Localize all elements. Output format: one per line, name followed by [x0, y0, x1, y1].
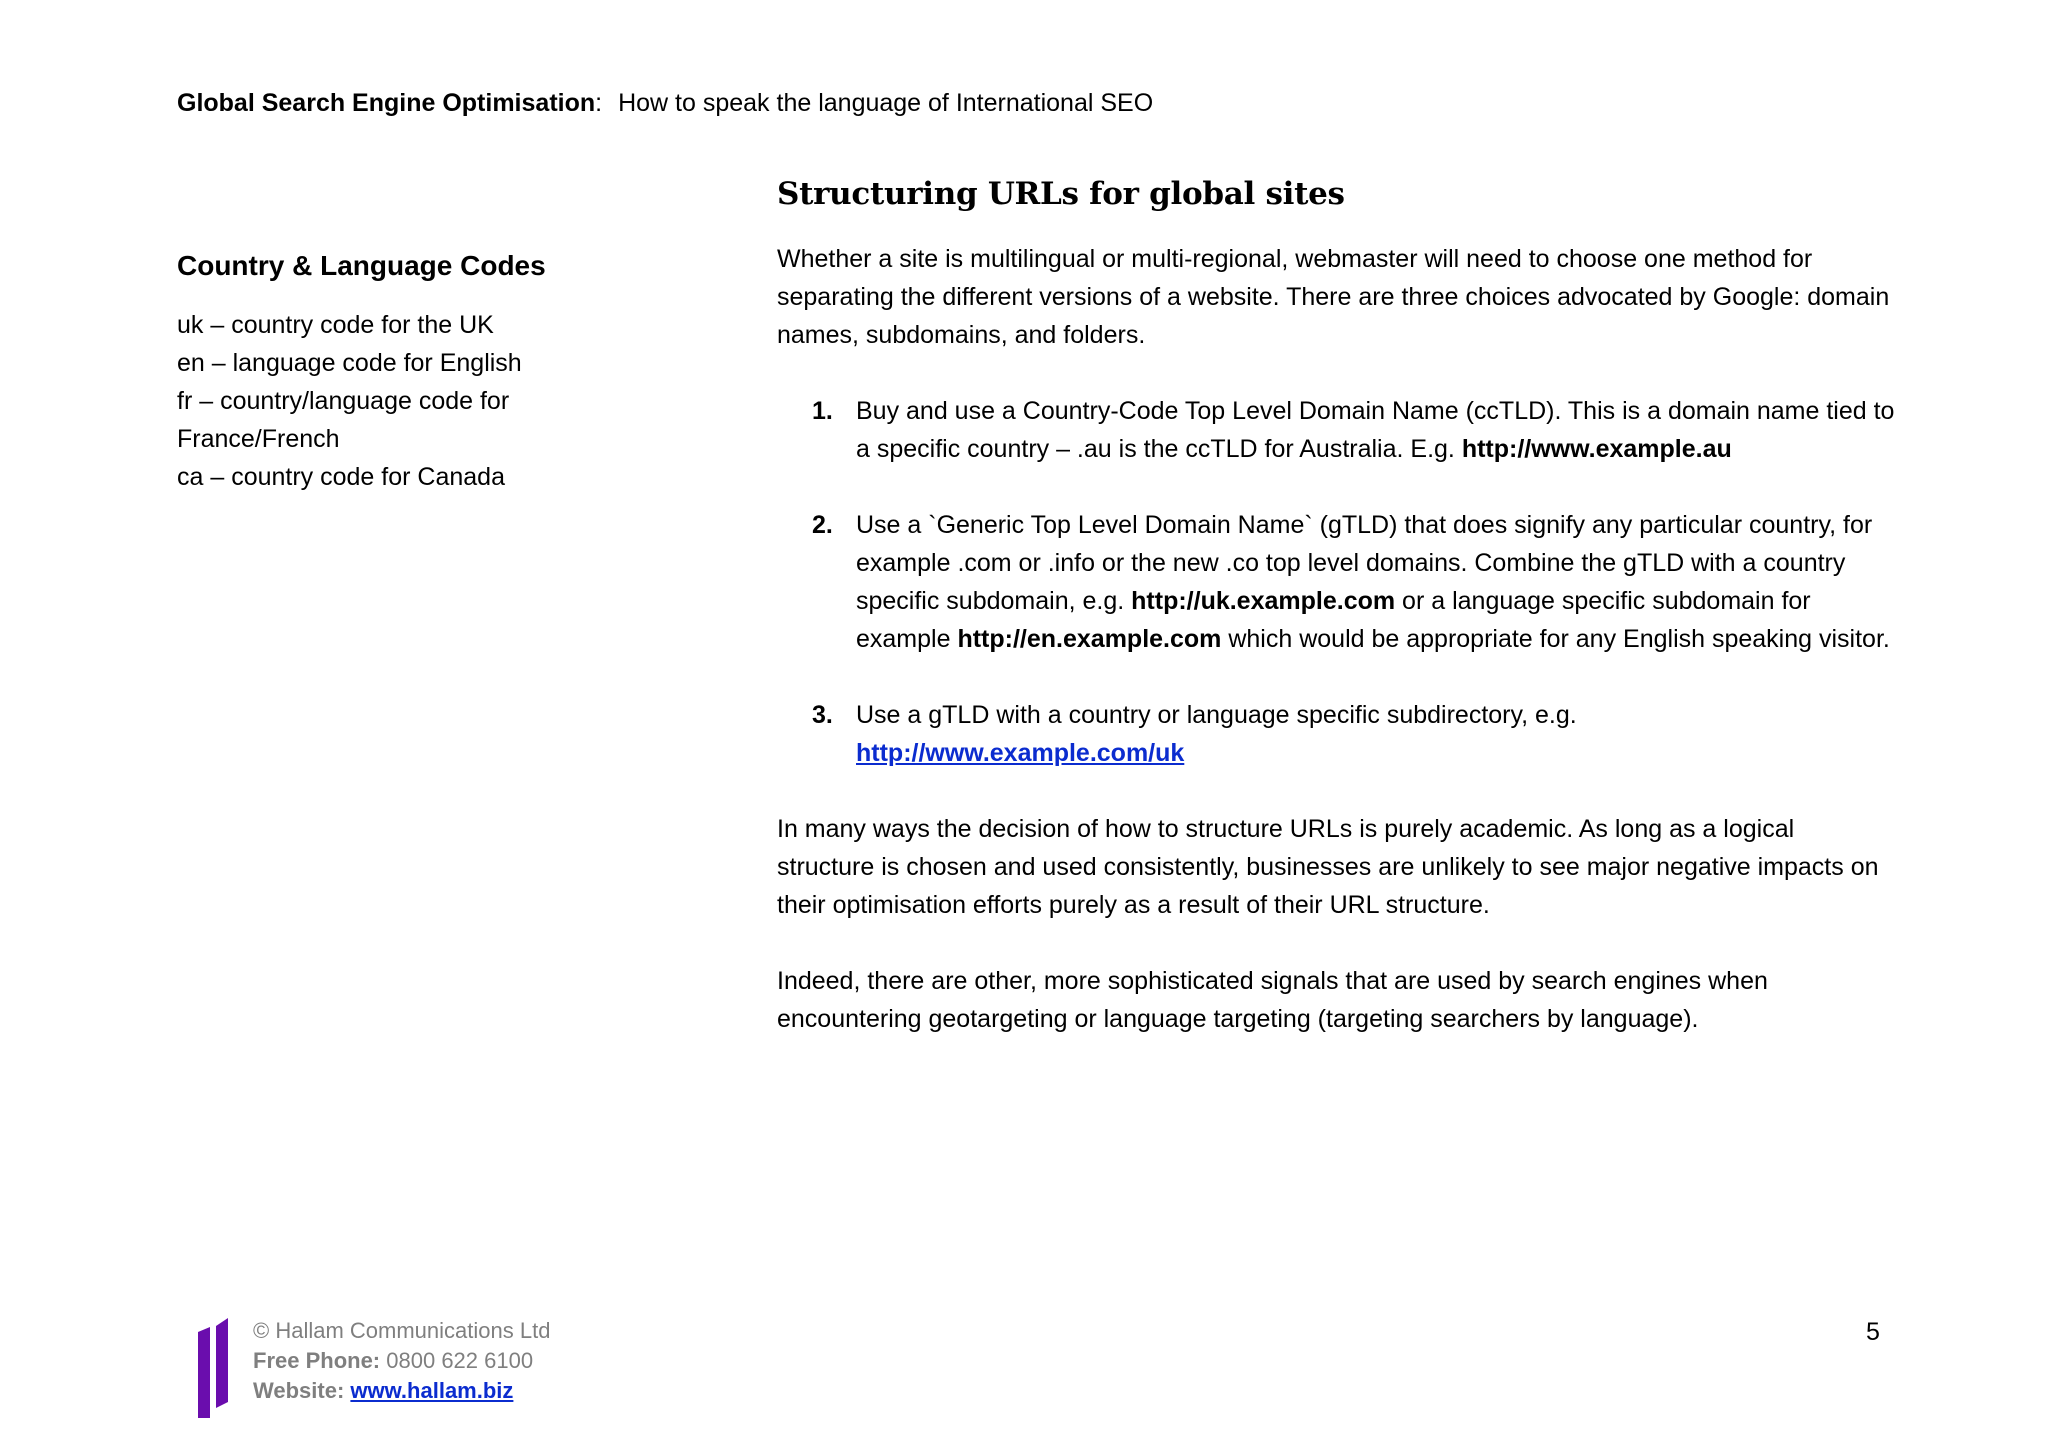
- header-separator: :: [595, 89, 603, 117]
- phone-label: Free Phone:: [253, 1348, 381, 1373]
- phone-number: 0800 622 6100: [386, 1348, 534, 1373]
- website-link[interactable]: www.hallam.biz: [350, 1378, 514, 1403]
- document-subtitle: How to speak the language of International SEO: [618, 89, 1154, 117]
- list-item: [777, 392, 1897, 468]
- list-text: Use a `Generic Top Level Domain Name` (gTLD) that does signify any particular country, for example .com or .info or the new .co top level domains. Combine the gTLD with a country specific subdomain, e.g.: [856, 511, 1873, 615]
- list-text: Use a gTLD with a country or language specific subdirectory, e.g.: [856, 701, 1577, 729]
- intro-paragraph: Whether a site is multilingual or multi-regional, webmaster will need to choose one method for separating the different versions of a website. There are three choices advocated by Google: domain names, subdomains, and folders.: [777, 245, 1890, 349]
- example-url: http://uk.example.com: [1131, 587, 1396, 615]
- website-label: Website:: [253, 1378, 345, 1403]
- main-content: [777, 174, 1897, 1076]
- sidebar-line: fr – country/language code for: [177, 387, 510, 415]
- sidebar-line: ca – country code for Canada: [177, 463, 505, 491]
- example-url: http://en.example.com: [957, 625, 1222, 653]
- hallam-logo-icon: [196, 1318, 232, 1418]
- document-title: Global Search Engine Optimisation: [177, 89, 596, 117]
- footer-copyright: © Hallam Communications Ltd: [253, 1318, 551, 1343]
- url-options-list: [777, 392, 1897, 772]
- section-title: Structuring URLs for global sites: [777, 176, 1345, 212]
- page-number: 5: [1866, 1318, 1880, 1346]
- footer-contact: [253, 1316, 550, 1406]
- list-item: [777, 506, 1897, 658]
- list-text: or a language specific subdomain for example: [856, 587, 1811, 653]
- list-text: Buy and use a Country-Code Top Level Domain Name (ccTLD). This is a domain name tied to a specific country – .au is the ccTLD for Australia. E.g.: [856, 397, 1895, 463]
- list-text: which would be appropriate for any English speaking visitor.: [1221, 625, 1890, 653]
- body-paragraph: Indeed, there are other, more sophisticated signals that are used by search engines when encountering geotargeting or language targeting (targeting searchers by language).: [777, 967, 1768, 1033]
- list-number: 2.: [812, 511, 833, 539]
- list-number: 3.: [812, 701, 833, 729]
- example-url: http://www.example.au: [1461, 435, 1732, 463]
- sidebar-codes: [177, 248, 597, 496]
- sidebar-line: France/French: [177, 425, 340, 453]
- body-paragraph: In many ways the decision of how to structure URLs is purely academic. As long as a logical structure is chosen and used consistently, businesses are unlikely to see major negative impacts on their optimisation efforts purely as a result of their URL structure.: [777, 815, 1879, 919]
- list-item: [777, 696, 1897, 772]
- footer-phone: [253, 1346, 550, 1376]
- page-header: [177, 87, 1153, 119]
- sidebar-title: Country & Language Codes: [177, 250, 546, 281]
- sidebar-line: uk – country code for the UK: [177, 311, 494, 339]
- list-number: 1.: [812, 397, 833, 425]
- example-link[interactable]: http://www.example.com/uk: [856, 739, 1185, 767]
- sidebar-line: en – language code for English: [177, 349, 522, 377]
- logo-bar-right: [216, 1318, 228, 1408]
- footer-website: [253, 1376, 550, 1406]
- logo-bar-left: [198, 1327, 210, 1418]
